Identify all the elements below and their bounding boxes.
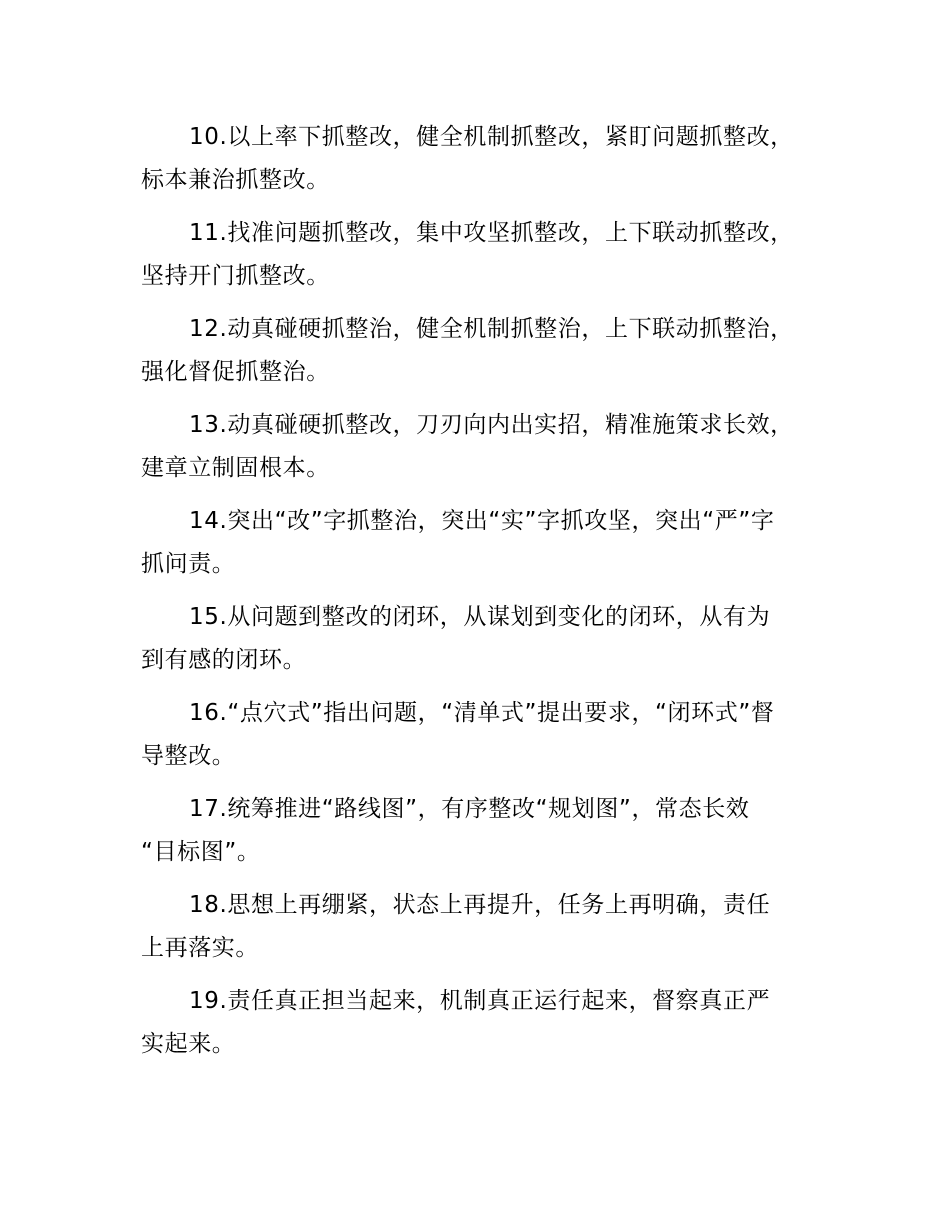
paragraph-11: 11.找准问题抓整改，集中攻坚抓整改，上下联动抓整改， 坚持开门抓整改。 <box>141 220 794 289</box>
paragraph-14: 14.突出“改”字抓整治，突出“实”字抓攻坚，突出“严”字 抓问责。 <box>141 508 775 577</box>
paragraph-16: 16.“点穴式”指出问题，“清单式”提出要求，“闭环式”督 导整改。 <box>141 700 775 769</box>
paragraph-18: 18.思想上再绷紧，状态上再提升，任务上再明确，责任 上再落实。 <box>141 892 771 961</box>
paragraph-13: 13.动真碰硬抓整改，刀刃向内出实招，精准施策求长效， 建章立制固根本。 <box>141 412 794 481</box>
paragraph-10: 10.以上率下抓整改，健全机制抓整改，紧盯问题抓整改， 标本兼治抓整改。 <box>141 124 794 193</box>
paragraph-17: 17.统筹推进“路线图”，有序整改“规划图”，常态长效 “目标图”。 <box>141 796 750 865</box>
document-body <box>141 116 833 1076</box>
paragraph-19: 19.责任真正担当起来，机制真正运行起来，督察真正严 实起来。 <box>141 988 771 1057</box>
paragraph-12: 12.动真碰硬抓整治，健全机制抓整治，上下联动抓整治， 强化督促抓整治。 <box>141 316 794 385</box>
paragraph-15: 15.从问题到整改的闭环，从谋划到变化的闭环，从有为 到有感的闭环。 <box>141 604 771 673</box>
